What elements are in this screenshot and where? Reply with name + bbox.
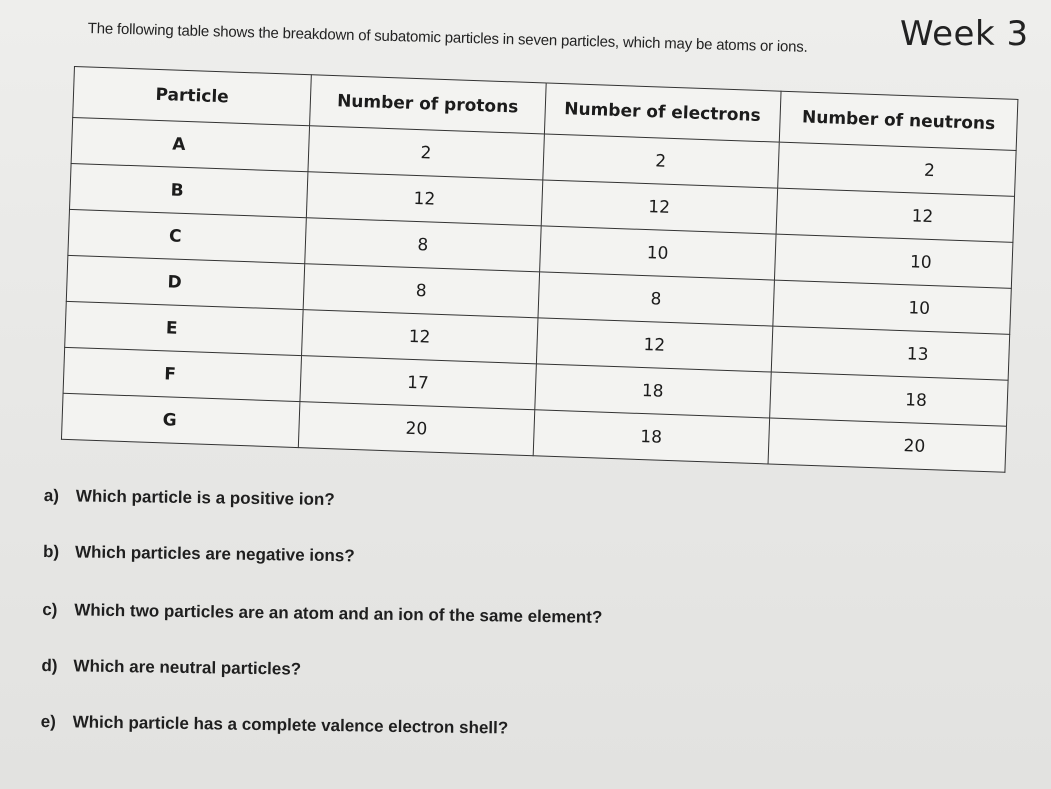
question-list bbox=[41, 486, 604, 740]
question-letter: a) bbox=[43, 486, 60, 506]
week-title: Week 3 bbox=[900, 14, 1029, 54]
question-letter: c) bbox=[42, 599, 58, 620]
question-text: Which two particles are an atom and an ion of the same element? bbox=[74, 600, 603, 627]
particle-table bbox=[61, 66, 1018, 473]
intro-text: The following table shows the breakdown of subatomic particles in seven particles, which may be atoms or ions. bbox=[87, 20, 808, 56]
neutrons-value: 18 bbox=[770, 372, 1008, 426]
question-letter: d) bbox=[41, 655, 58, 676]
neutrons-value: 12 bbox=[776, 188, 1014, 242]
protons-value: 8 bbox=[305, 218, 541, 272]
particle-label: A bbox=[71, 117, 310, 171]
protons-value: 17 bbox=[300, 356, 536, 410]
neutrons-value: 20 bbox=[768, 418, 1006, 472]
question-d bbox=[41, 656, 601, 684]
question-letter: e) bbox=[40, 711, 56, 732]
particle-label: E bbox=[65, 301, 304, 355]
column-header-protons: Number of protons bbox=[310, 75, 546, 134]
protons-value: 2 bbox=[308, 126, 544, 180]
column-header-neutrons: Number of neutrons bbox=[779, 91, 1018, 150]
question-text: Which particles are negative ions? bbox=[74, 542, 355, 566]
electrons-value: 12 bbox=[541, 180, 778, 234]
question-c bbox=[42, 600, 602, 628]
question-text: Which particle has a complete valence electron shell? bbox=[72, 712, 509, 738]
electrons-value: 18 bbox=[534, 364, 771, 418]
protons-value: 12 bbox=[307, 172, 543, 226]
question-e bbox=[41, 712, 601, 740]
electrons-value: 2 bbox=[542, 134, 779, 188]
electrons-value: 8 bbox=[537, 272, 774, 326]
column-header-electrons: Number of electrons bbox=[544, 83, 781, 142]
neutrons-value: 10 bbox=[773, 280, 1011, 334]
protons-value: 8 bbox=[303, 264, 539, 318]
neutrons-value: 13 bbox=[771, 326, 1009, 380]
question-letter: b) bbox=[42, 541, 60, 562]
neutrons-value: 10 bbox=[774, 234, 1012, 288]
column-header-particle: Particle bbox=[73, 67, 312, 126]
particle-label: F bbox=[63, 347, 302, 401]
question-b bbox=[43, 542, 603, 570]
particle-label: C bbox=[68, 209, 307, 263]
electrons-value: 12 bbox=[536, 318, 773, 372]
particle-label: G bbox=[61, 393, 300, 447]
question-text: Which particle is a positive ion? bbox=[75, 486, 335, 510]
particle-label: D bbox=[66, 255, 305, 309]
question-text: Which are neutral particles? bbox=[73, 656, 302, 679]
protons-value: 20 bbox=[299, 402, 535, 456]
question-a bbox=[44, 486, 604, 514]
particle-table-wrapper bbox=[61, 66, 1018, 473]
electrons-value: 18 bbox=[533, 410, 770, 464]
particle-label: B bbox=[69, 163, 308, 217]
protons-value: 12 bbox=[302, 310, 538, 364]
neutrons-value: 2 bbox=[778, 142, 1016, 196]
electrons-value: 10 bbox=[539, 226, 776, 280]
